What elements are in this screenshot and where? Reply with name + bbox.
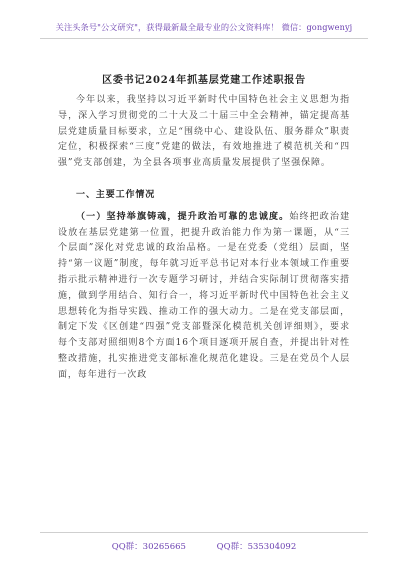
subsection-paragraph — [58, 210, 350, 384]
subsection-heading: （一）坚持举旗铸魂，提升政治可靠的忠诚度。 — [76, 211, 290, 222]
footer-qq-group-2: QQ群：535304092 — [216, 542, 297, 552]
document-title: 区委书记2024年抓基层党建工作述职报告 — [102, 75, 306, 86]
document-body — [58, 93, 350, 384]
footer-divider — [40, 532, 368, 533]
intro-paragraph: 今年以来，我坚持以习近平新时代中国特色社会主义思想为指导，深入学习贯彻党的二十大及二十届三中全会精神，锚定提高基层党建质量目标要求，立足“围绕中心、建设队伍、服务群众”职责定位，积极探索“三度”党建的做法，有效地推进了模范机关和“四强”党支部创建，为全县各项事业高质量发展提供了坚强保障。 — [58, 95, 350, 169]
section-heading: 一、主要工作情况 — [76, 189, 156, 200]
header-banner: 关注头条号"公文研究"，获得最新最全最专业的公文资料库！ 微信：gongwenyj — [55, 22, 353, 32]
subsection-body: 始终把政治建设放在基层党建第一位置，把提升政治能力作为第一课题，从“三个层面”深化对党忠诚的政治品格。一是在党委（党组）层面，坚持“第一议题”制度，每年就习近平总书记对本行业本领域工作重要指示批示精神进行一次专题学习研讨，并结合实际制订贯彻落实措施，做到学用结合、知行合一，将习近平新时代中国特色社会主义思想转化为指导实践、推动工作的强大动力。二是在党支部层面，制定下发《区创建“四强”党支部暨深化模范机关创评细则》，要求每个支部对照细则8个方面16个项目逐项开展自查，并提出针对性整改措施，扎实推进党支部标准化规范化建设。三是在党员个人层面，每年进行一次政 — [58, 211, 350, 380]
footer-qq-group-1: QQ群：30265665 — [111, 542, 186, 552]
footer — [0, 540, 408, 552]
header-divider — [40, 38, 368, 39]
